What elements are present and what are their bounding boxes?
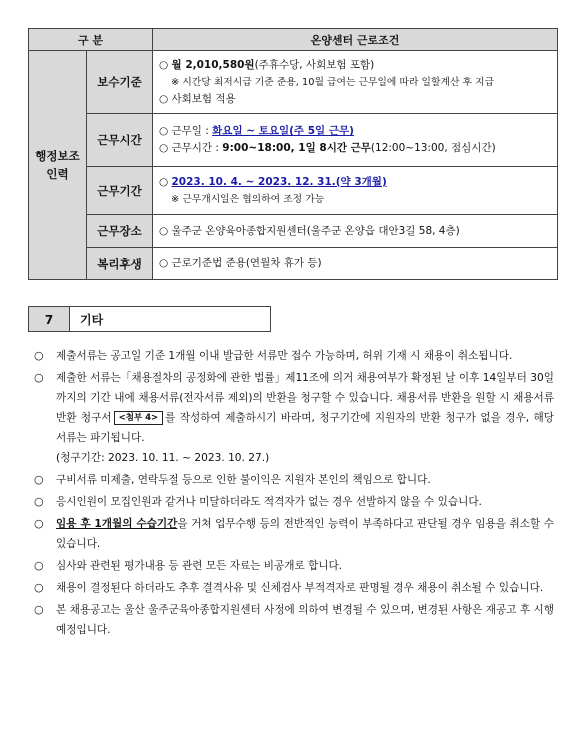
pay-insurance: ○ 사회보험 적용 (159, 92, 236, 105)
bullet-mark: ○ (34, 371, 44, 384)
bullet-mark: ○ (34, 559, 44, 572)
section-heading (28, 306, 271, 332)
attachment-badge: <첨부 4> (114, 411, 164, 425)
item-text: 응시인원이 모집인원과 같거나 미달하더라도 적격자가 없는 경우 선발하지 않을 수 있습니다. (56, 496, 482, 508)
row-label-place: 근무장소 (87, 215, 153, 248)
list-item (34, 600, 554, 640)
item-text: 본 채용공고는 울산 울주군육아종합지원센터 사정에 의하여 변경될 수 있으며, 변경된 사항은 재공고 후 시행 예정입니다. (56, 604, 554, 636)
list-item (34, 556, 554, 576)
category-line-1: 행정보조 (35, 149, 80, 163)
item-text-part: 를 작성하여 제출하시기 바라며, 청구기간에 지원자의 반환 청구가 없을 경우, 해당 서류는 파기됩니다. (56, 412, 554, 444)
category-line-2: 인력 (46, 167, 69, 181)
row-label-pay: 보수기준 (87, 51, 153, 114)
period-content (153, 167, 558, 215)
workday-label: ○ 근무일 : (159, 125, 213, 137)
row-label-period: 근무기간 (87, 167, 153, 215)
item-text: 채용이 결정된다 하더라도 추후 결격사유 및 신체검사 부적격자로 판명될 경우 채용이 취소될 수 있습니다. (56, 582, 544, 594)
bullet-mark: ○ (34, 517, 44, 530)
bullet-mark: ○ (34, 603, 44, 616)
header-category: 구 분 (29, 29, 153, 51)
bullet-mark: ○ (34, 473, 44, 486)
worktime-value: 9:00~18:00, 1일 8시간 근무 (222, 142, 371, 154)
header-conditions: 온양센터 근로조건 (153, 29, 558, 51)
place-content (153, 215, 558, 248)
bullet-mark: ○ (159, 175, 172, 188)
probation-period: 임용 후 1개월의 수습기간 (56, 518, 178, 530)
welfare-content (153, 248, 558, 280)
claim-period: (청구기간: 2023. 10. 11. ~ 2023. 10. 27.) (56, 452, 270, 464)
bullet-mark: ○ (34, 581, 44, 594)
category-cell (29, 51, 87, 280)
notice-list (34, 346, 554, 642)
item-text (56, 368, 554, 468)
row-label-welfare: 복리후생 (87, 248, 153, 280)
bullet-mark: ○ (159, 58, 169, 71)
bullet-mark: ○ (34, 495, 44, 508)
bullet-mark: ○ (34, 349, 44, 362)
place-value: ○ 울주군 온양육아종합지원센터(울주군 온양읍 대안3길 58, 4층) (159, 224, 460, 237)
item-text: 구비서류 미제출, 연락두절 등으로 인한 불이익은 지원자 본인의 책임으로 합니다. (56, 474, 431, 486)
row-label-hours: 근무시간 (87, 114, 153, 167)
item-text: 제출서류는 공고일 기준 1개월 이내 발급한 서류만 접수 가능하며, 허위 기재 시 채용이 취소됩니다. (56, 350, 513, 362)
lunch-note: (12:00~13:00, 점심시간) (370, 142, 496, 154)
section-title: 기타 (70, 306, 271, 332)
item-text: 심사와 관련된 평가내용 등 관련 모든 자료는 비공개로 합니다. (56, 560, 343, 572)
workday-value: 화요일 ~ 토요일(주 5일 근무) (212, 125, 354, 137)
item-text-part: 을 거쳐 업무수행 등의 전반적인 능력이 부족하다고 판단될 경우 임용을 취소할 수 있습니다. (56, 518, 554, 550)
period-note: ※ 근무개시일은 협의하여 조정 가능 (171, 193, 325, 205)
list-item (34, 578, 554, 598)
pay-amount-note: (주휴수당, 사회보험 포함) (254, 58, 375, 71)
pay-content (153, 51, 558, 114)
list-item (34, 368, 554, 468)
item-text (56, 514, 554, 554)
pay-amount: 월 2,010,580원 (171, 58, 255, 71)
list-item (34, 492, 554, 512)
hours-content (153, 114, 558, 167)
section-number: 7 (28, 306, 70, 332)
pay-note: ※ 시간당 최저시급 기준 준용, 10월 급여는 근무일에 따라 일할계산 후 지급 (171, 76, 495, 88)
worktime-label: ○ 근무시간 : (159, 142, 223, 154)
list-item (34, 514, 554, 554)
list-item (34, 346, 554, 366)
work-conditions-table (28, 28, 558, 280)
period-value: 2023. 10. 4. ~ 2023. 12. 31.(약 3개월) (171, 175, 387, 188)
list-item (34, 470, 554, 490)
item-text-part: 제출한 서류는「채용절차의 공정화에 관한 법률」제11조에 의거 채용여부가 확정된 날 이후 14일부터 30일까지의 기간 내에 채용서류(전자서류 제외)의 반환을 청구할 수 있습니다. 채용서류 반환을 원할 시 채용서류 반환 청구서 (56, 372, 554, 424)
welfare-value: ○ 근로기준법 준용(연월차 휴가 등) (159, 257, 322, 269)
